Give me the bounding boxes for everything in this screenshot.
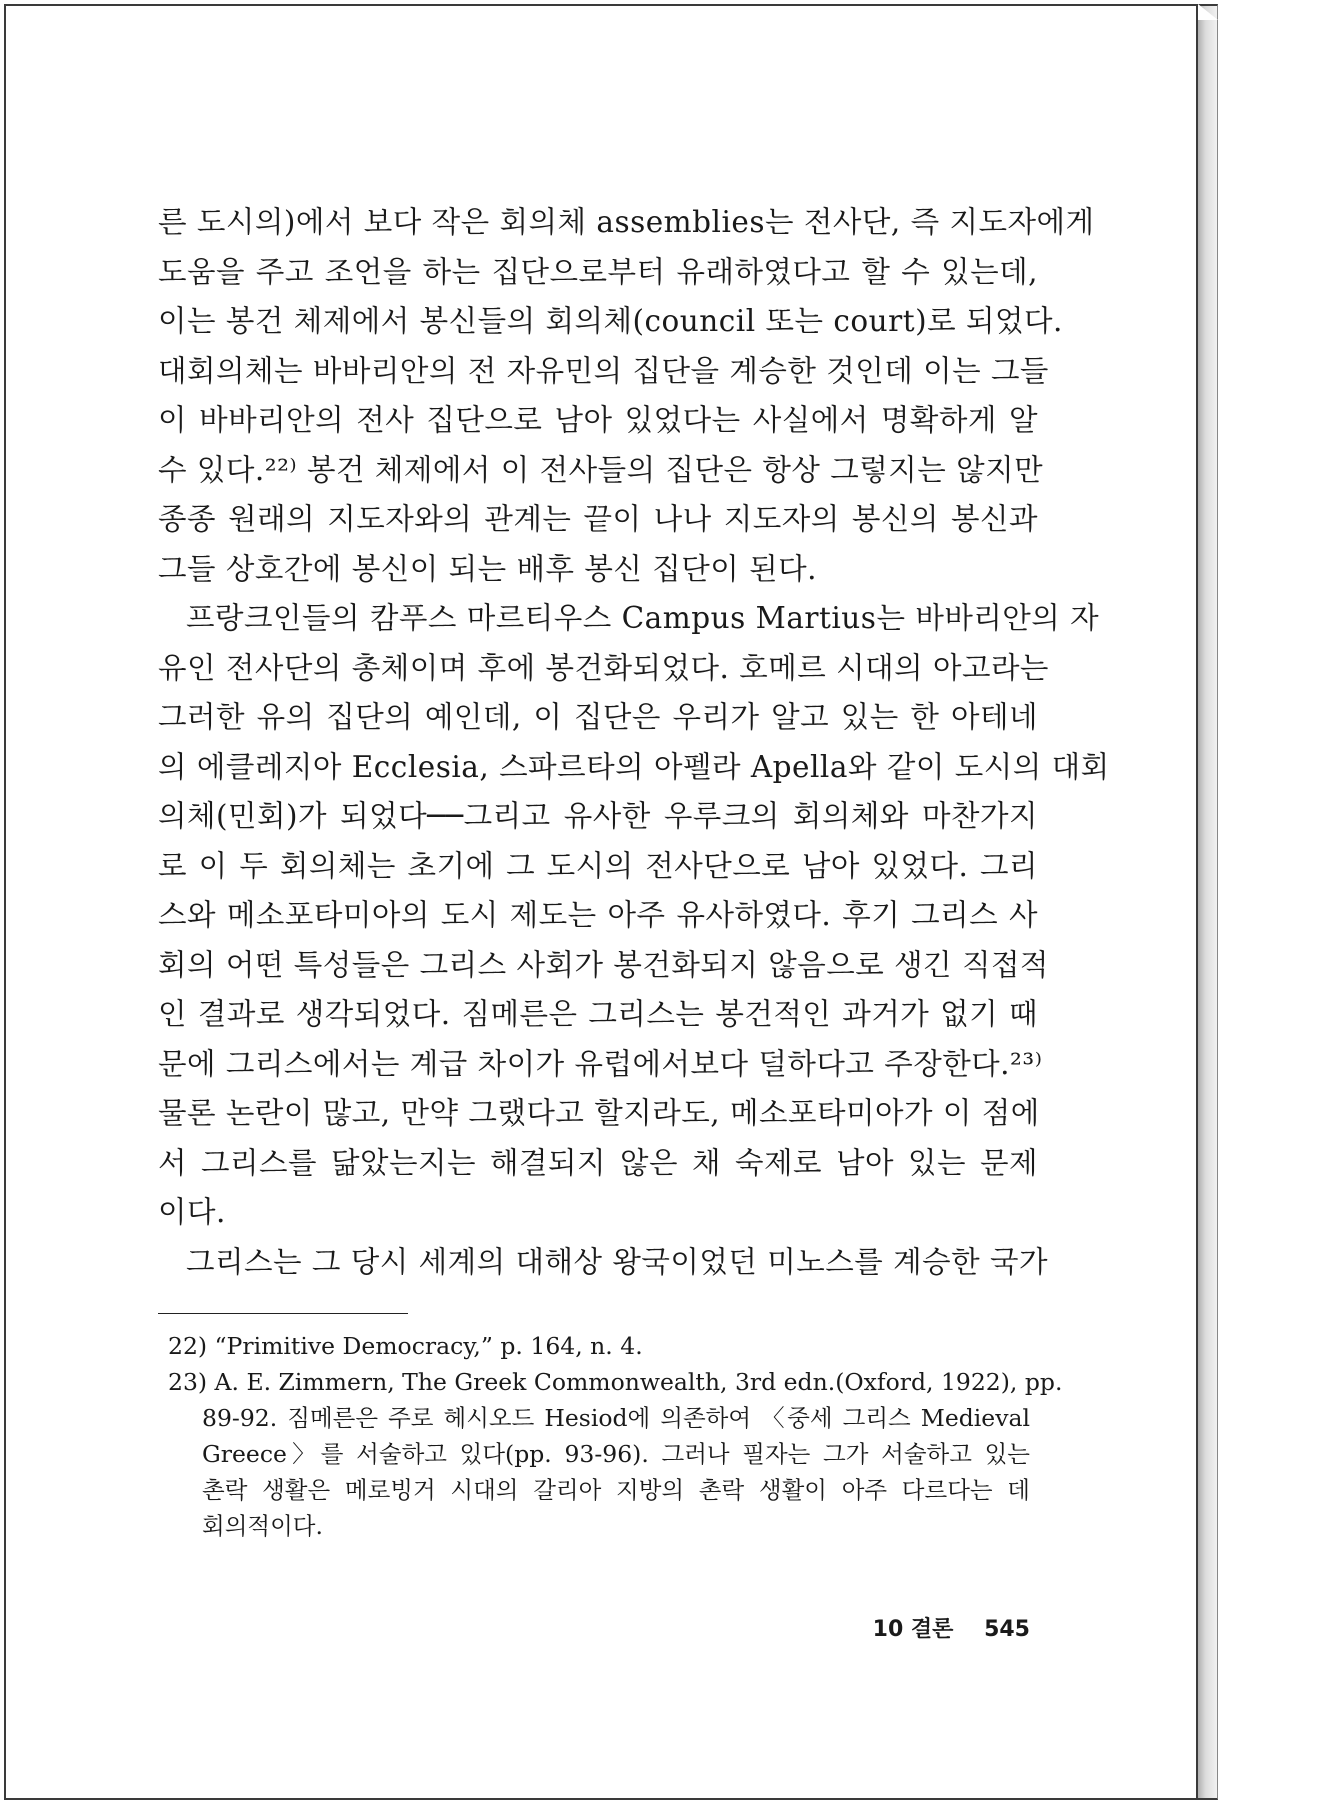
body-line: 물론 논란이 많고, 만약 그랬다고 할지라도, 메소포타미아가 이 점에 xyxy=(158,1096,1040,1130)
body-line: 유인 전사단의 총체이며 후에 봉건화되었다. 호메르 시대의 아고라는 xyxy=(158,650,1049,685)
body-line: 로 이 두 회의체는 초기에 그 도시의 전사단으로 남아 있었다. 그리 xyxy=(158,848,1038,883)
body-line: 종종 원래의 지도자와의 관계는 끝이 나나 지도자의 봉신의 봉신과 xyxy=(158,502,1038,536)
body-line: 의체(민회)가 되었다──그리고 유사한 우루크의 회의체와 마찬가지 xyxy=(158,799,1038,833)
body-line: 스와 메소포타미아의 도시 제도는 아주 유사하였다. 후기 그리스 사 xyxy=(158,898,1038,932)
page-footer xyxy=(860,1612,1030,1643)
paragraph-start-line: 프랑크인들의 캄푸스 마르티우스 Campus Martius는 바바리안의 자 xyxy=(186,601,1100,635)
footnote-23-line: 회의적이다. xyxy=(202,1512,323,1540)
footnote-23-line: Greece〉를 서술하고 있다(pp. 93-96). 그러나 필자는 그가 서술하고 있는 xyxy=(202,1440,1030,1468)
page-number: 545 xyxy=(984,1617,1030,1642)
body-line: 의 에클레지아 Ecclesia, 스파르타의 아펠라 Apella와 같이 도시의 대회 xyxy=(158,749,1110,784)
footnote-23-line: 촌락 생활은 메로빙거 시대의 갈리아 지방의 촌락 생활이 아주 다르다는 데 xyxy=(202,1476,1030,1504)
body-line: 그들 상호간에 봉신이 되는 배후 봉신 집단이 된다. xyxy=(158,551,817,586)
body-line: 서 그리스를 닮았는지는 해결되지 않은 채 숙제로 남아 있는 문제 xyxy=(158,1145,1038,1180)
body-line: 도움을 주고 조언을 하는 집단으로부터 유래하였다고 할 수 있는데, xyxy=(158,254,1038,289)
page-edge-shadow xyxy=(1198,4,1218,1800)
body-line: 이다. xyxy=(158,1195,226,1229)
body-line: 회의 어떤 특성들은 그리스 사회가 봉건화되지 않음으로 생긴 직접적 xyxy=(158,947,1049,982)
body-text xyxy=(158,198,1110,1287)
body-line: 이는 봉건 체제에서 봉신들의 회의체(council 또는 court)로 되었다. xyxy=(158,304,1063,338)
body-line: 인 결과로 생각되었다. 짐메른은 그리스는 봉건적인 과거가 없기 때 xyxy=(158,997,1038,1031)
body-line: 른 도시의)에서 보다 작은 회의체 assemblies는 전사단, 즉 지도자에게 xyxy=(158,205,1095,239)
paragraph-start-line: 그리스는 그 당시 세계의 대해상 왕국이었던 미노스를 계승한 국가 xyxy=(186,1244,1048,1279)
body-line: 수 있다.²²⁾ 봉건 체제에서 이 전사들의 집단은 항상 그렇지는 않지만 xyxy=(158,452,1044,487)
footnotes xyxy=(168,1328,1063,1544)
footnote-22: 22) “Primitive Democracy,” p. 164, n. 4. xyxy=(168,1332,643,1360)
footnote-divider xyxy=(158,1313,408,1314)
footnote-23: 23) A. E. Zimmern, The Greek Commonwealth, 3rd edn.(Oxford, 1922), pp. xyxy=(168,1368,1063,1396)
footnote-23-line: 89-92. 짐메른은 주로 헤시오드 Hesiod에 의존하여 〈중세 그리스 Medieval xyxy=(202,1404,1030,1432)
body-line: 그러한 유의 집단의 예인데, 이 집단은 우리가 알고 있는 한 아테네 xyxy=(158,700,1038,734)
body-line: 문에 그리스에서는 계급 차이가 유럽에서보다 덜하다고 주장한다.²³⁾ xyxy=(158,1046,1043,1081)
body-line: 대회의체는 바바리안의 전 자유민의 집단을 계승한 것인데 이는 그들 xyxy=(158,353,1049,388)
chapter-label: 10 결론 xyxy=(872,1617,954,1642)
body-line: 이 바바리안의 전사 집단으로 남아 있었다는 사실에서 명확하게 알 xyxy=(158,403,1038,437)
